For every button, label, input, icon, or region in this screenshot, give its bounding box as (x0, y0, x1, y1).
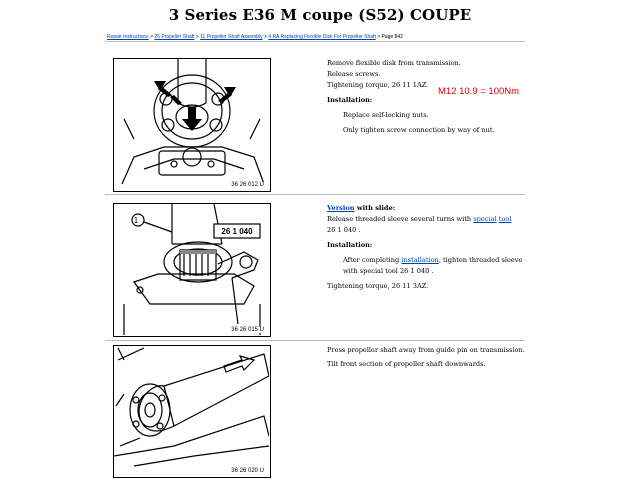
step-text-line: Release screws. (327, 70, 381, 78)
version-suffix: with slide: (354, 204, 396, 212)
step-text-line: Release threaded sleeve several turns with (327, 215, 474, 223)
breadcrumb (107, 34, 403, 40)
figure-threaded-sleeve (113, 203, 271, 337)
breadcrumb-link-propeller-shaft-assembly[interactable]: 11 Propeller Shaft Assembly (200, 34, 263, 40)
breadcrumb-separator: > (194, 34, 201, 40)
divider (105, 41, 525, 42)
breadcrumb-separator: > (262, 34, 269, 40)
installation-prefix: After completing (343, 256, 402, 264)
torque-annotation: M12 10.9 = 100Nm (438, 86, 520, 97)
tool-number-label: 26 1 040 (221, 227, 253, 236)
version-link[interactable]: Version (327, 204, 355, 212)
installation-link[interactable]: installation (401, 256, 439, 264)
step-text-line: Press propeller shaft away from guide pin on transmission. (327, 346, 525, 354)
figure-propeller-shaft (113, 345, 271, 478)
divider (105, 340, 525, 341)
page-title: 3 Series E36 M coupe (S52) COUPE (168, 6, 472, 24)
installation-line: Replace self-locking nuts. (343, 111, 429, 119)
step-3-text (327, 345, 527, 370)
torque-line: Tightening torque, 26 11 3AZ. (327, 282, 429, 290)
divider (105, 194, 525, 195)
breadcrumb-page: Page 842 (381, 34, 403, 40)
figure-code: 36 26 015 U (231, 327, 264, 333)
flexible-disk-illustration (114, 59, 269, 190)
breadcrumb-link-repair-instructions[interactable]: Repair Instructions (107, 34, 149, 40)
special-link[interactable]: special (473, 215, 497, 223)
breadcrumb-link-replacing-flexible-disk[interactable]: 4 RA Replacing Flexible Disk For Propeller Shaft (268, 34, 376, 40)
step-2-text (327, 203, 527, 292)
breadcrumb-separator: > (375, 34, 382, 40)
step-1-text (327, 58, 527, 136)
step-text-line: Tightening torque, 26 11 1AZ. (327, 81, 429, 89)
threaded-sleeve-illustration (114, 204, 269, 335)
step-text-line: 26 1 040 . (327, 226, 361, 234)
breadcrumb-separator: > (148, 34, 155, 40)
installation-heading: Installation: (327, 96, 373, 104)
callout-1-label: 1 (133, 216, 139, 225)
step-text-line: Remove flexible disk from transmission. (327, 59, 461, 67)
propeller-shaft-illustration (114, 346, 269, 476)
figure-flexible-disk (113, 58, 271, 192)
step-text-line: Tilt front section of propeller shaft downwards. (327, 360, 486, 368)
breadcrumb-link-propeller-shaft[interactable]: 26 Propeller Shaft (154, 34, 195, 40)
installation-rest: , tighten threaded sleeve with special tool 26 1 040 . (343, 256, 523, 275)
installation-heading: Installation: (327, 241, 373, 249)
figure-code: 36 26 012 U (231, 182, 264, 188)
figure-code: 36 26 020 U (231, 468, 264, 474)
tool-link[interactable]: tool (498, 215, 512, 223)
installation-line: Only tighten screw connection by way of nut. (343, 126, 495, 134)
